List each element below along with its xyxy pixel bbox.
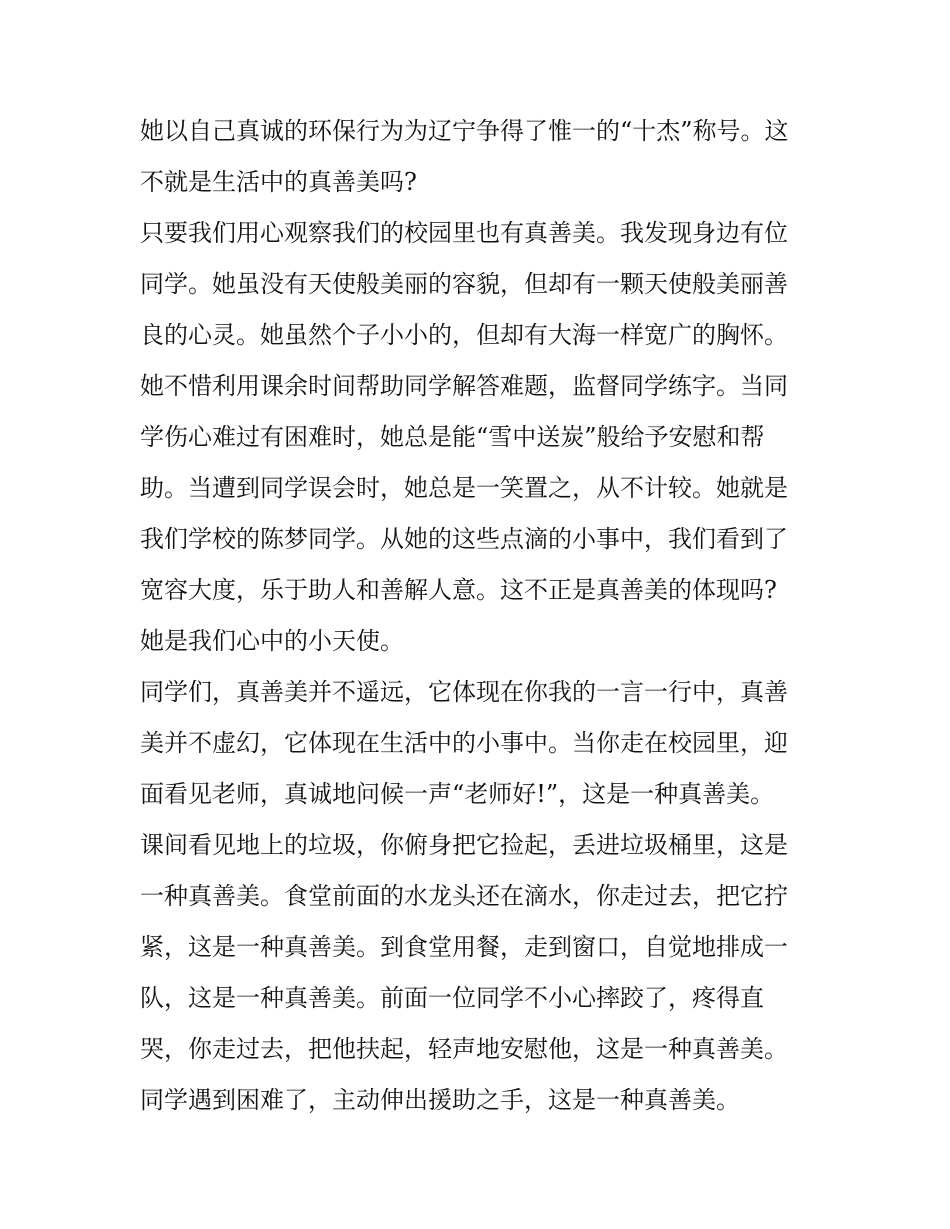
text-line: 她不惜利用课余时间帮助同学解答难题，监督同学练字。当同 — [140, 372, 788, 400]
text-line: 紧，这是一种真善美。到食堂用餐，走到窗口，自觉地排成一 — [140, 933, 788, 961]
text-line: 我们学校的陈梦同学。从她的这些点滴的小事中，我们看到了 — [140, 525, 788, 553]
body-text — [140, 106, 820, 1126]
text-line: 同学们，真善美并不遥远，它体现在你我的一言一行中，真善 — [140, 678, 788, 706]
text-line: 不就是生活中的真善美吗? — [140, 168, 417, 196]
text-line: 课间看见地上的垃圾，你俯身把它捡起，丢进垃圾桶里，这是 — [140, 831, 788, 859]
text-line: 她以自己真诚的环保行为为辽宁争得了惟一的“十杰”称号。这 — [140, 117, 789, 145]
text-line: 一种真善美。食堂前面的水龙头还在滴水，你走过去，把它拧 — [140, 882, 788, 910]
text-line: 助。当遭到同学误会时，她总是一笑置之，从不计较。她就是 — [140, 474, 788, 502]
text-line: 只要我们用心观察我们的校园里也有真善美。我发现身边有位 — [140, 219, 788, 247]
text-line: 学伤心难过有困难时，她总是能“雪中送炭”般给予安慰和帮 — [140, 423, 765, 451]
text-line: 美并不虚幻，它体现在生活中的小事中。当你走在校园里，迎 — [140, 729, 788, 757]
text-line: 队，这是一种真善美。前面一位同学不小心摔跤了，疼得直 — [140, 984, 764, 1012]
text-line: 同学。她虽没有天使般美丽的容貌，但却有一颗天使般美丽善 — [140, 270, 788, 298]
text-line: 良的心灵。她虽然个子小小的，但却有大海一样宽广的胸怀。 — [140, 321, 788, 349]
text-line: 哭，你走过去，把他扶起，轻声地安慰他，这是一种真善美。 — [140, 1035, 788, 1063]
text-line: 面看见老师，真诚地问候一声“老师好!”，这是一种真善美。 — [140, 780, 775, 808]
text-line: 她是我们心中的小天使。 — [140, 627, 404, 655]
text-line: 宽容大度，乐于助人和善解人意。这不正是真善美的体现吗? — [140, 576, 777, 604]
text-line: 同学遇到困难了，主动伸出援助之手，这是一种真善美。 — [140, 1086, 740, 1114]
